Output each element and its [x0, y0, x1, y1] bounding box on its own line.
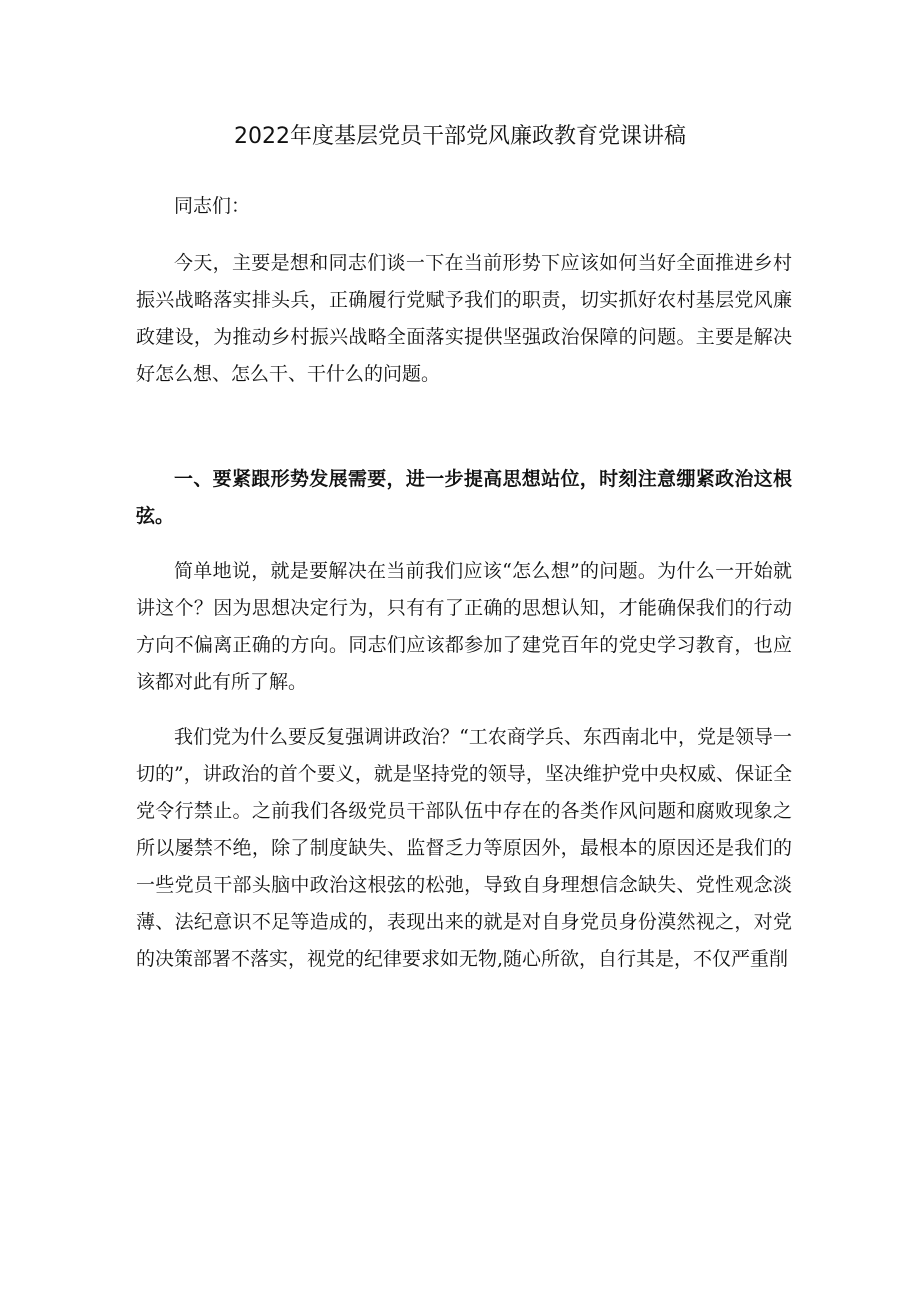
paragraph: 我们党为什么要反复强调讲政治？“工农商学兵、东西南北中，党是领导一切的”，讲政治的首个要义，就是坚持党的领导，坚决维护党中央权威、保证全党令行禁止。之前我们各级党员干部队伍中存在的各类作风问题和腐败现象之所以屡禁不绝，除了制度缺失、监督乏力等原因外，最根本的原因还是我们的一些党员干部头脑中政治这根弦的松弛，导致自身理想信念缺失、党性观念淡薄、法纪意识不足等造成的，表现出来的就是对自身党员身份漠然视之，对党的决策部署不落实，视党的纪律要求如无物,随心所欲，自行其是，不仅严重削 [136, 726, 792, 970]
section-heading: 一、要紧跟形势发展需要，进一步提高思想站位，时刻注意绷紧政治这根弦。 [136, 468, 792, 527]
paragraph: 简单地说，就是要解决在当前我们应该“怎么想”的问题。为什么一开始就讲这个？因为思想决定行为，只有有了正确的思想认知，才能确保我们的行动方向不偏离正确的方向。同志们应该都参加了建党百年的党史学习教育，也应该都对此有所了解。 [136, 560, 792, 693]
document-body [136, 188, 792, 978]
intro-paragraph: 今天，主要是想和同志们谈一下在当前形势下应该如何当好全面推进乡村振兴战略落实排头兵，正确履行党赋予我们的职责，切实抓好农村基层党风廉政建设，为推动乡村振兴战略全面落实提供坚强政治保障的问题。主要是解决好怎么想、怎么干、干什么的问题。 [136, 252, 792, 385]
document-title: 2022年度基层党员干部党风廉政教育党课讲稿 [234, 124, 686, 149]
salutation: 同志们： [174, 195, 251, 217]
